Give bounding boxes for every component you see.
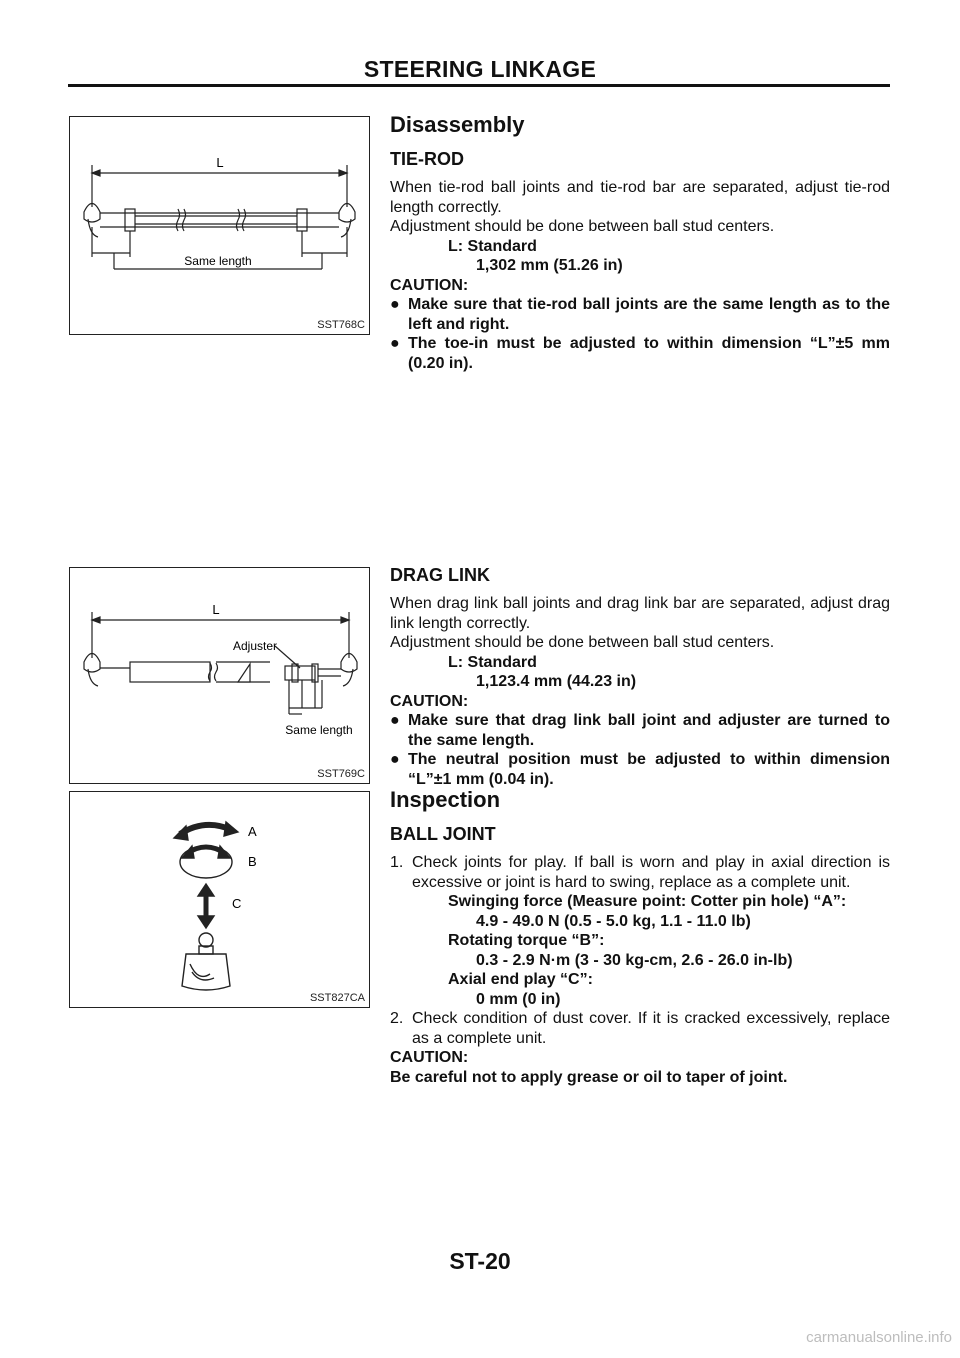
tie-rod-label-same-length: Same length <box>184 254 252 268</box>
tie-rod-figure <box>69 116 370 335</box>
ball-joint-item-2: 2. Check condition of dust cover. If it is cracked excessively, replace as a complete unit. <box>390 1010 890 1047</box>
ball-joint-figure-id: SST827CA <box>309 992 365 1004</box>
ball-joint-title: BALL JOINT <box>390 824 496 844</box>
swing-force-label: Swinging force (Measure point: Cotter pin hole) “A”: <box>448 893 847 910</box>
ball-joint-caution-text: Be careful not to apply grease or oil to taper of joint. <box>390 1068 788 1086</box>
tie-rod-caution: CAUTION: <box>390 276 469 294</box>
drag-link-label-adjuster: Adjuster <box>232 639 278 653</box>
tie-rod-label-l: L <box>216 155 224 170</box>
bullet-icon: ● <box>390 751 400 768</box>
drag-link-paragraph-1: When drag link ball joints and drag link bar are separated, adjust drag link length correctly. <box>390 595 890 632</box>
rotating-torque-value: 0.3 - 2.9 N·m (3 - 30 kg-cm, 2.6 - 26.0 in-lb) <box>476 951 793 969</box>
drag-link-standard-label: L: Standard <box>448 653 537 671</box>
axial-play-label: Axial end play “C”: <box>448 971 593 988</box>
disassembly-title: Disassembly <box>390 112 525 137</box>
page-number: ST-20 <box>449 1248 511 1274</box>
drag-link-section <box>390 564 890 789</box>
tie-rod-bullet: ● Make sure that tie-rod ball joints are the same length as to the left and right. <box>390 296 890 333</box>
drag-link-caution: CAUTION: <box>390 692 469 710</box>
ball-joint-label-c: C <box>232 896 242 911</box>
drag-link-standard-value: 1,123.4 mm (44.23 in) <box>476 673 637 690</box>
ball-joint-label-a: A <box>248 824 257 839</box>
swing-force-value: 4.9 - 49.0 N (0.5 - 5.0 kg, 1.1 - 11.0 lb) <box>476 912 751 930</box>
tie-rod-diagram <box>70 117 369 334</box>
bullet-icon: ● <box>390 335 400 352</box>
ball-joint-caution: CAUTION: <box>390 1049 469 1066</box>
tie-rod-standard-label: L: Standard <box>448 237 537 255</box>
tie-rod-standard-value: 1,302 mm (51.26 in) <box>476 257 623 274</box>
drag-link-label-l: L <box>212 602 220 617</box>
page-header-title: STEERING LINKAGE <box>363 56 597 82</box>
drag-link-paragraph-2: Adjustment should be done between ball stud centers. <box>390 634 775 651</box>
drag-link-label-same-length: Same length <box>285 723 353 737</box>
bullet-icon: ● <box>390 296 400 313</box>
ball-joint-figure <box>69 791 370 1008</box>
inspection-title: Inspection <box>390 787 501 812</box>
tie-rod-paragraph-1: When tie-rod ball joints and tie-rod bar are separated, adjust tie-rod length correctly. <box>390 179 890 216</box>
ball-joint-label-b: B <box>248 854 257 869</box>
header-rule <box>68 84 890 87</box>
tie-rod-bullet: ● The toe-in must be adjusted to within dimension “L”±5 mm (0.20 in). <box>390 335 890 372</box>
drag-link-diagram <box>70 568 369 783</box>
tie-rod-title: TIE-ROD <box>390 149 464 169</box>
drag-link-figure <box>69 567 370 784</box>
drag-link-bullet: ● The neutral position must be adjusted to within dimension “L”±1 mm (0.04 in). <box>390 751 890 788</box>
inspection-section <box>390 787 890 1087</box>
tie-rod-paragraph-2: Adjustment should be done between ball stud centers. <box>390 218 775 235</box>
ball-joint-item-1: 1. Check joints for play. If ball is worn and play in axial direction is excessive or joint is hard to swing, replace as a complete unit. <box>390 854 890 891</box>
disassembly-section <box>390 112 890 373</box>
bullet-icon: ● <box>390 712 400 729</box>
tie-rod-figure-id: SST768C <box>317 319 365 331</box>
axial-play-value: 0 mm (0 in) <box>476 990 561 1008</box>
drag-link-bullet: ● Make sure that drag link ball joint and adjuster are turned to the same length. <box>390 712 890 749</box>
watermark: carmanualsonline.info <box>806 1329 952 1346</box>
drag-link-figure-id: SST769C <box>317 768 365 780</box>
ball-joint-diagram <box>70 792 369 1007</box>
rotating-torque-label: Rotating torque “B”: <box>448 932 605 949</box>
drag-link-title: DRAG LINK <box>390 565 490 585</box>
